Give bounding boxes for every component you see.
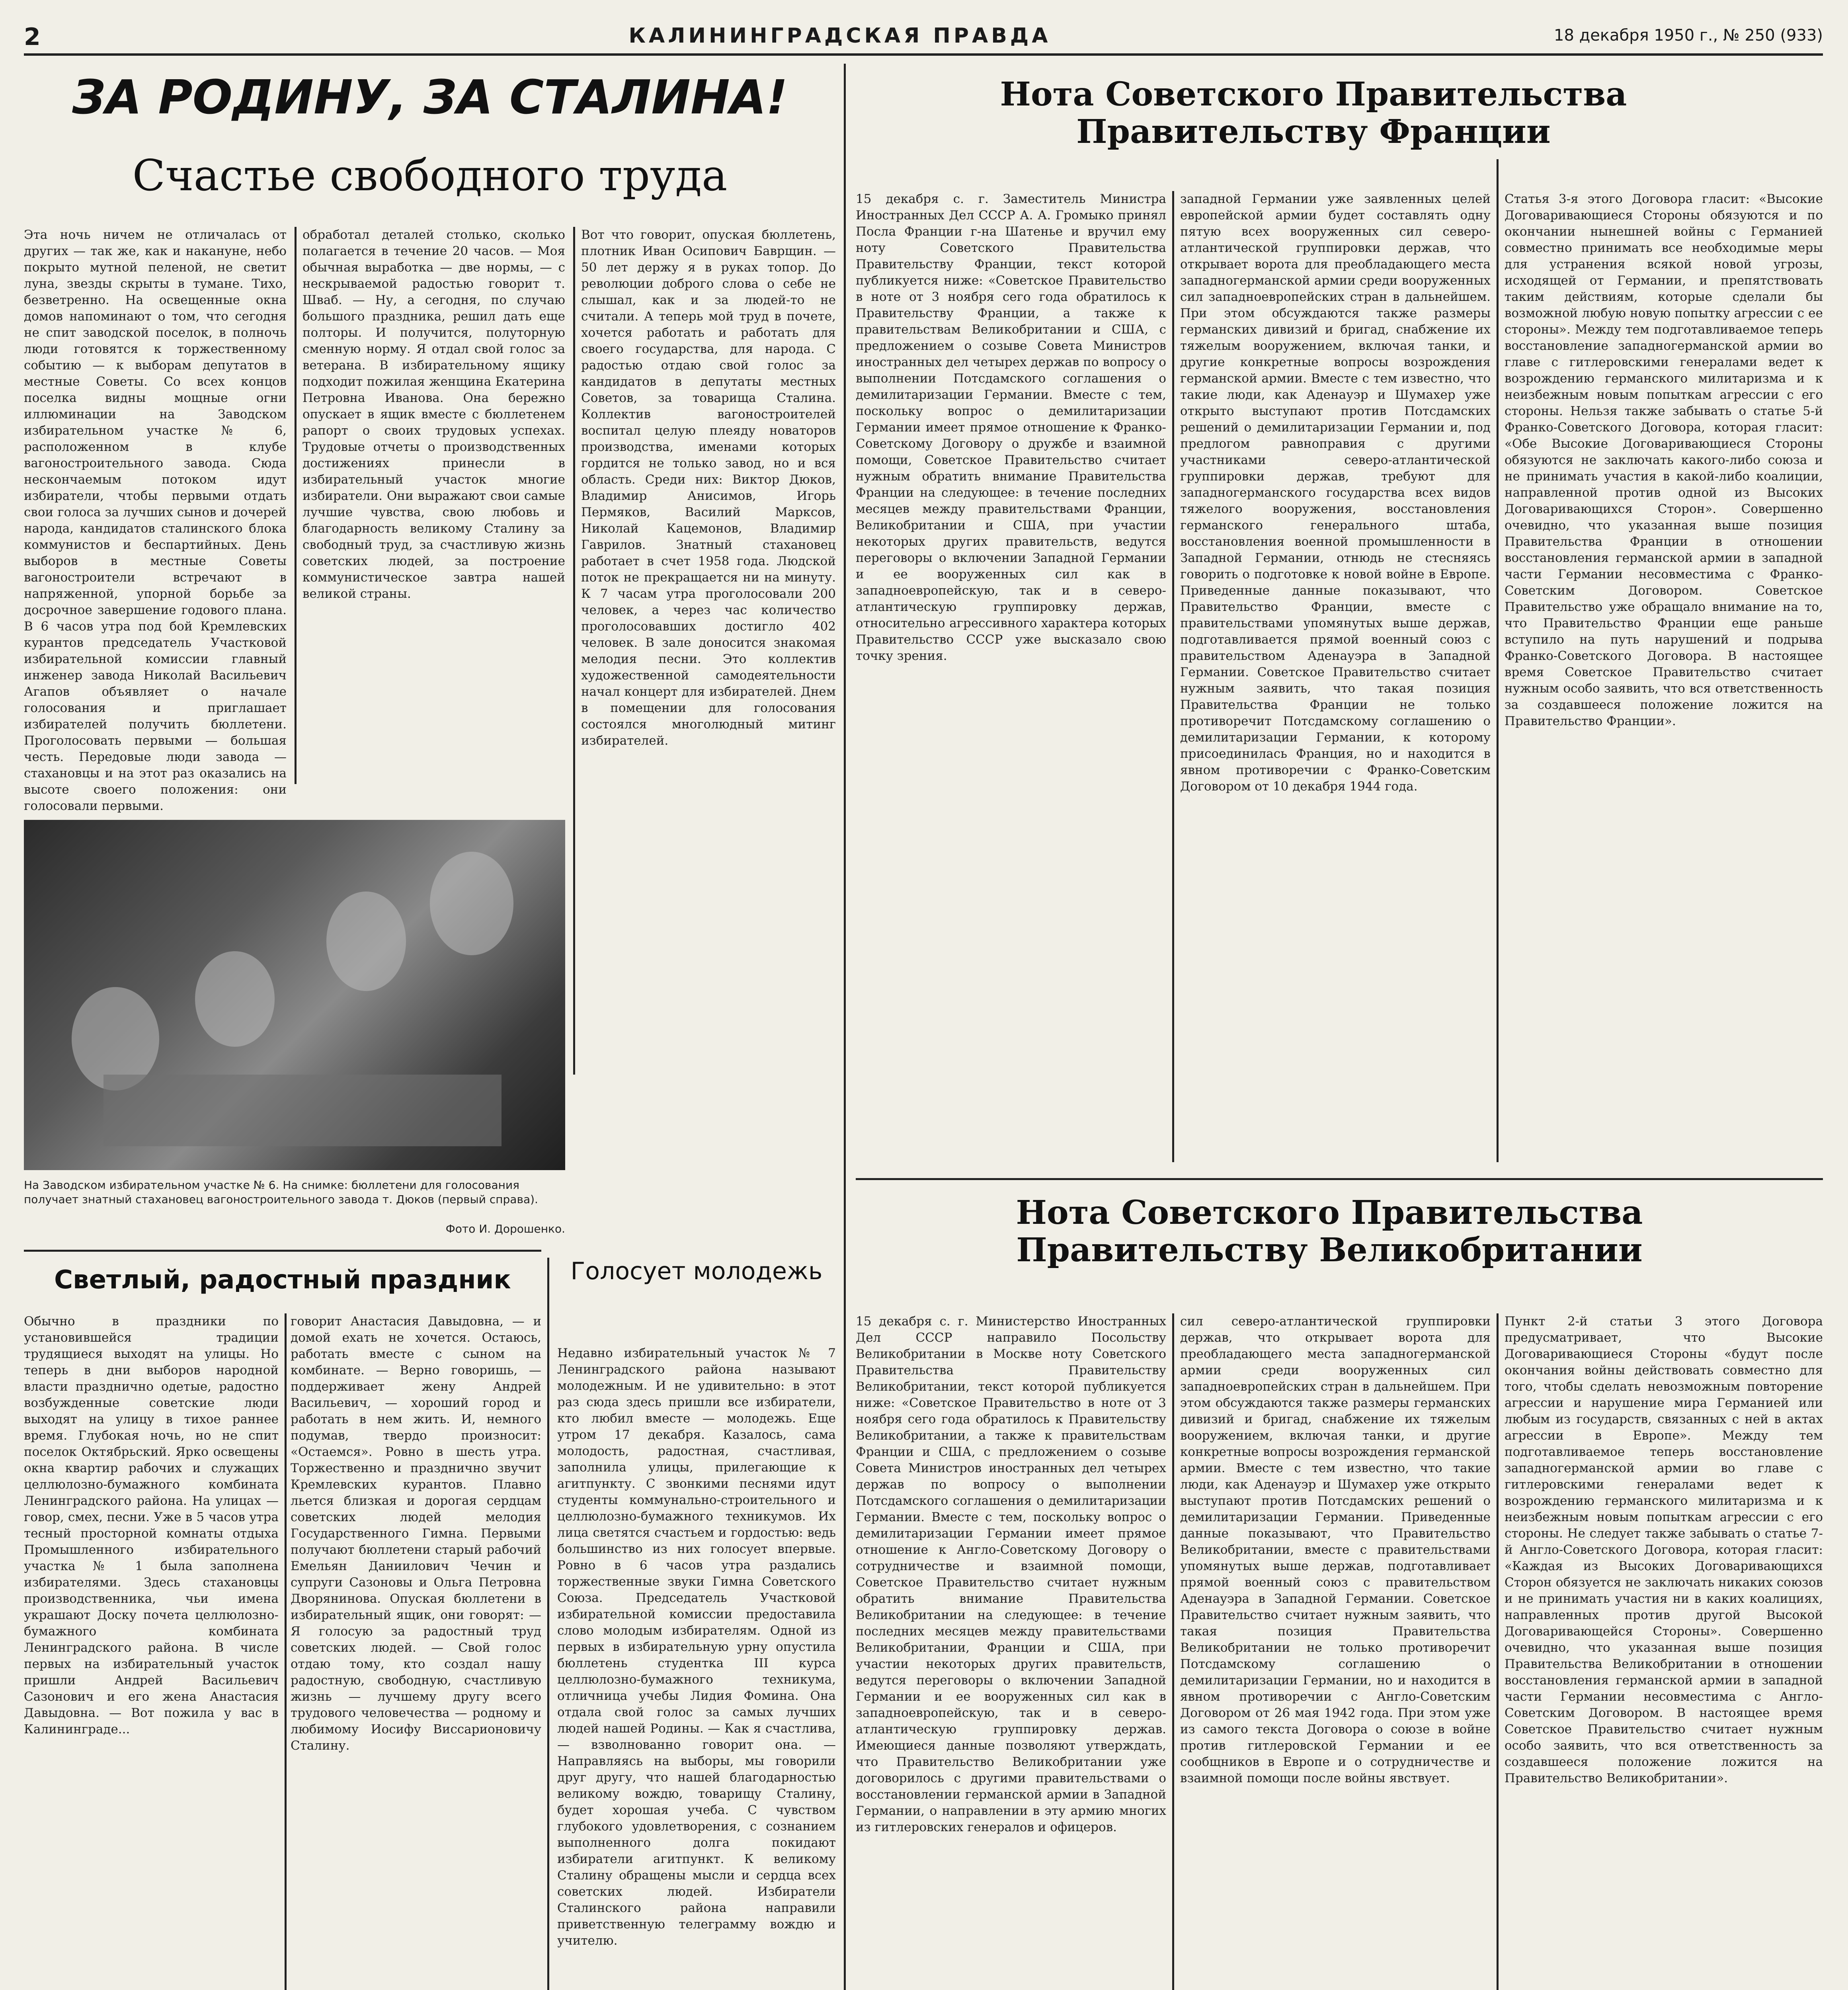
column-rule: [1172, 191, 1174, 1162]
column-rule: [547, 1258, 549, 1990]
masthead: [24, 16, 1823, 56]
holiday-article-title: Светлый, радостный праздник: [54, 1265, 511, 1295]
column-rule: [1497, 159, 1499, 1162]
britain-note-column-2: сил северо-атлантической группировки держав, что открывает ворота для преобладающего места западногерманской армии среди вооруженных сил западноевропейских стран в дальнейшем. При этом обсуждаются также размеры германских дивизий и бригад, снабжение их тяжелым вооружением, включая танки, и другие конкретные вопросы возрождения германской армии. Вместе с тем известно, что такие люди, как Аденауэр и Шумахер уже открыто выступают против Потсдамских решений о демилитаризации Германии. Приведенные данные показывают, что Правительство Великобритании, вместе с правительствами упомянутых выше держав, подготавливает прямой военный союз с правительством Аденауэра в Западной Германии. Советское Правительство считает нужным заявить, что такая позиция Правительства Великобритании не только противоречит Потсдамскому соглашению о демилитаризации Германии, но и находится в явном противоречии с Англо-Советским Договором от 26 мая 1942 года. При этом уже из самого текста Договора о союзе в войне против гитлеровской Германии и ее сообщников в Европе и о сотрудничестве и взаимной помощи после войны явствует.: [1180, 1314, 1491, 1785]
photo-caption: На Заводском избирательном участке № 6. На снимке: бюллетени для голосования получает знатный стахановец вагоностроительного завода т. Дюков (первый справа).: [24, 1178, 538, 1206]
britain-note-column-1: 15 декабря с. г. Министерство Иностранных Дел СССР направило Посольству Великобритании в Москве ноту Советского Правительства Правительству Великобритании, текст которой публикуется ниже: «Советское Правительство в ноте от 3 ноября сего года обратилось к Правительству Великобритании, а также к правительствам Франции и США, с предложением о созыве Совета Министров иностранных дел четырех держав по вопросу о выполнении Потсдамского соглашения о демилитаризации Германии. Вместе с тем, поскольку вопрос о демилитаризации Германии имеет прямое отношение к Англо-Советскому Договору о сотрудничестве и взаимной помощи, Советское Правительство считает нужным обратить внимание Правительства Великобритании на следующее: в течение последних месяцев между правительствами Великобритании, Франции и США, при участии некоторых других правительств, ведутся переговоры о включении Западной Германии и ее вооруженных сил как в западноевропейскую, так и в северо-атлантическую группировку держав. Имеющиеся данные позволяют утверждать, что Правительство Великобритании уже договорилось с другими правительствами о восстановлении германской армии в Западной Германии, о направлении в эту армию многих из гитлеровских генералов и офицеров.: [856, 1314, 1166, 1834]
france-note-column-2: западной Германии уже заявленных целей европейской армии будет составлять одну пятую всех вооруженных сил северо-атлантической группировки держав, что открывает ворота для преобладающего места западногерманской армии среди вооруженных сил западноевропейских стран в дальнейшем. При этом обсуждаются также размеры германских дивизий и бригад, снабжение их тяжелым вооружением, включая танки, и другие конкретные вопросы возрождения германской армии. Вместе с тем известно, что такие люди, как Аденауэр и Шумахер уже открыто выступают против Потсдамских решений о демилитаризации Германии и, под предлогом равноправия с другими участниками северо-атлантической группировки держав, требуют для западногерманского государства всех видов тяжелого вооружения, восстановления германского генерального штаба, восстановления военной промышленности в Западной Германии, отнюдь не стесняясь говорить о подготовке к новой войне в Европе. Приведенные данные показывают, что Правительство Франции, вместе с правительствами упомянутых выше держав, подготавливается прямой военный союз с правительством Аденауэра в Западной Германии. Советское Правительство считает нужным заявить, что такая позиция Правительства Франции не только противоречит Потсдамскому соглашению о демилитаризации Германии, к которому присоединилась Франция, но и находится в явном противоречии с Франко-Советским Договором от 10 декабря 1944 года.: [1180, 192, 1491, 794]
column-rule: [1497, 1313, 1499, 1990]
ballot-table: [103, 1075, 502, 1146]
page-number: 2: [24, 23, 41, 51]
column-rule: [295, 227, 297, 784]
britain-note-title: Нота Советского Правительства Правительству Великобритании: [1016, 1194, 1643, 1270]
lead-article-title: Счастье свободного труда: [132, 151, 728, 201]
holiday-article-column-2: говорит Анастасия Давыдовна, — и домой ехать не хочется. Остаюсь, работать вместе с сыном на комбинате. — Верно говоришь, — поддерживает жену Андрей Васильевич, — хороший город и работать в нем жить. И, немного подумав, твердо произносит: «Остаемся». Ровно в шесть утра. Торжественно и празднично звучит Кремлевских курантов. Плавно льется близкая и дорогая сердцам советских людей мелодия Государственного Гимна. Первыми получают бюллетени старый рабочий Емельян Даниилович Чечин и супруги Сазоновы и Ольга Петровна Дворянинова. Опуская бюллетени в избирательный ящик, они говорят: — Я голосую за радостный труд советских людей. — Свой голос отдаю тому, кто создал нашу радостную, свободную, счастливую жизнь — лучшему другу всего трудового человечества — родному и любимому Иосифу Виссарионовичу Сталину.: [291, 1314, 541, 1753]
section-rule: [24, 1250, 541, 1252]
page-center-rule: [844, 64, 846, 1990]
photo-credit: Фото И. Дорошенко.: [445, 1222, 565, 1235]
france-note-column-1: 15 декабря с. г. Заместитель Министра Иностранных Дел СССР А. А. Громыко принял Посла Франции г-на Шатенье и вручил ему ноту Советского Правительства Правительству Франции, текст которой публикуется ниже: «Советское Правительство в ноте от 3 ноября сего года обратилось к Правительству Франции, а также к правительствам Великобритании и США, с предложением о созыве Совета Министров иностранных дел четырех держав по вопросу о выполнении Потсдамского соглашения о демилитаризации Германии. Вместе с тем, поскольку вопрос о демилитаризации Германии имеет прямое отношение к Франко-Советскому Договору о дружбе и взаимной помощи, Советское Правительство считает нужным обратить внимание Правительства Франции на следующее: в течение последних месяцев между правительствами Франции, Великобритании и США, при участии некоторых других правительств, ведутся переговоры о включении Западной Германии и ее вооруженных сил как в западноевропейскую, так и в северо-атлантическую группировку держав, относительно агрессивного характера которых Правительство СССР уже высказало свою точку зрения.: [856, 192, 1166, 663]
column-rule: [285, 1313, 287, 1990]
column-rule: [1172, 1313, 1174, 1990]
france-note-title: Нота Советского Правительства Правительству Франции: [1000, 75, 1627, 151]
britain-note-column-3: Пункт 2-й статьи 3 этого Договора предусматривает, что Высокие Договаривающиеся Стороны «будут после окончания войны действовать совместно для того, чтобы сделать невозможным повторение агрессии и нарушение мира Германией или любым из государств, связанных с ней в актах агрессии в Европе». Между тем подготавливаемое теперь восстановление западногерманской армии во главе с гитлеровскими генералами ведет к возрождению германского милитаризма и к неизбежным новым попыткам агрессии с его стороны. Не следует также забывать о статье 7-й Англо-Советского Договора, которая гласит: «Каждая из Высоких Договаривающихся Сторон обязуется не заключать никаких союзов и не принимать участия ни в каких коалициях, направленных против другой Высокой Договаривающейся Стороны». Совершенно очевидно, что указанная выше позиция Правительства Великобритании в отношении восстановления германской армии в западной части Германии несовместима с Англо-Советским Договором. В настоящее время Советское Правительство считает нужным особо заявить, что вся ответственность за создавшееся положение ложится на Правительство Великобритании».: [1505, 1314, 1823, 1785]
lead-article-column-2: обработал деталей столько, сколько полагается в течение 20 часов. — Моя обычная выработка — две нормы, — с нескрываемой радостью говорит т. Шваб. — Ну, а сегодня, по случаю большого праздника, решил дать еще полторы. И получится, полуторную сменную норму. Я отдал свой голос за ветерана. В избирательному ящику подходит пожилая женщина Екатерина Петровна Иванова. Она бережно опускает в ящик вместе с бюллетенем рапорт о своих трудовых успехах. Трудовые отчеты о производственных достижениях принесли в избирательный участок многие избиратели. Они выражают свои самые лучшие чувства, свою любовь и благодарность великому Сталину за свободный труд, за счастливую жизнь советских людей, за построение коммунистическое завтра нашей великой страны.: [302, 228, 565, 601]
person-figure: [195, 951, 275, 1047]
section-rule: [856, 1178, 1823, 1180]
france-note-column-3: Статья 3-я этого Договора гласит: «Высокие Договаривающиеся Стороны обязуются и по окончании нынешней войны с Германией совместно принимать все необходимые меры для устранения всякой новой угрозы, исходящей от Германии, и препятствовать таким действиям, которые сделали бы возможной любую новую попытку агрессии с ее стороны». Между тем подготавливаемое теперь восстановление западногерманской армии во главе с гитлеровскими генералами ведет к возрождению германского милитаризма и к неизбежным новым попыткам агрессии с его стороны. Нельзя также забывать о статье 5-й Франко-Советского Договора, которая гласит: «Обе Высокие Договаривающиеся Стороны обязуются не заключать какого-либо союза и не принимать участия в какой-либо коалиции, направленной против одной из Высоких Договаривающихся Сторон». Совершенно очевидно, что указанная выше позиция Правительства Франции в отношении восстановления германской армии в западной части Германии несовместима с Франко-Советским Договором. Советское Правительство уже обращало внимание на то, что Правительство Франции еще раньше вступило на путь нарушений и подрыва Франко-Советского Договора. В настоящее время Советское Правительство считает нужным особо заявить, что вся ответственность за создавшееся положение ложится на Правительство Франции».: [1505, 192, 1823, 728]
column-rule: [573, 227, 575, 1075]
paper-title: КАЛИНИНГРАДСКАЯ ПРАВДА: [628, 24, 1051, 48]
person-figure: [430, 852, 513, 955]
holiday-article-column-1: Обычно в праздники по установившейся традиции трудящиеся выходят на улицы. Но теперь в дни выборов народной власти празднично одетые, радостно возбужденные советские люди выходят на улицу в тихое раннее время. Глубокая ночь, но не спит поселок Октябрьский. Ярко освещены окна квартир рабочих и служащих целлюлозно-бумажного комбината Ленинградского района. На улицах — говор, смех, песни. Уже в 5 часов утра тесный просторной комнаты отдыха Промышленного избирательного участка № 1 была заполнена избирателями. Здесь стахановцы производственника, чьи имена украшают Доску почета целлюлозно-бумажного комбината Ленинградского района. В числе первых на избирательный участок пришли Андрей Васильевич Сазонович и его жена Анастасия Давыдовна. — Вот пожила у вас в Калининграде...: [24, 1314, 279, 1736]
lead-article-column-1: Эта ночь ничем не отличалась от других — так же, как и накануне, небо покрыто мутной пеленой, не светит луна, звезды скрыты в тумане. Тихо, безветренно. На освещенные окна домов напоминают о том, что сегодня не спит заводской поселок, в полночь люди готовятся к торжественному событию — к выборам депутатов в местные Советы. Со всех концов поселка видны мощные огни иллюминации на Заводском избирательном участке № 6, расположенном в клубе вагоностроительного завода. Сюда нескончаемым потоком идут избиратели, чтобы первыми отдать свои голоса за лучших сынов и дочерей народа, кандидатов сталинского блока коммунистов и беспартийных. День выборов в местные Советы вагоностроители встречают в напряженной, упорной борьбе за досрочное завершение годового плана. В 6 часов утра под бой Кремлевских курантов председатель Участковой избирательной комиссии главный инженер завода Николай Васильевич Агапов объявляет о начале голосования и приглашает избирателей получить бюллетени. Проголосовать первыми — большая честь. Передовые люди завода — стахановцы и на этот раз оказались на высоте своего положения: они голосовали первыми.: [24, 228, 287, 813]
election-photo: [24, 820, 565, 1170]
lead-article-column-3: Вот что говорит, опуская бюллетень, плотник Иван Осипович Баврщин. — 50 лет держу я в руках топор. До революции доброго слова о себе не слышал, как и за людей-то не считали. А теперь мой труд в почете, хочется работать и работать для своего государства, для народа. С радостью отдаю свой голос за кандидатов в депутаты местных Советов, за товарища Сталина. Коллектив вагоностроителей воспитал целую плеяду новаторов производства, именами которых гордится не только завод, но и вся область. Среди них: Виктор Дюков, Владимир Анисимов, Игорь Пермяков, Василий Марксов, Николай Кацемонов, Владимир Гаврилов. Знатный стахановец работает в счет 1958 года. Людской поток не прекращается ни на минуту. К 7 часам утра проголосовали 200 человек, а через час количество проголосовавших достигло 402 человек. В зале доносится знакомая мелодия песни. Это коллектив художественной самодеятельности начал концерт для избирателей. Днем в помещении для голосования состоялся многолюдный митинг избирателей.: [581, 228, 836, 748]
person-figure: [326, 892, 406, 991]
youth-article-title: Голосует молодежь: [570, 1257, 823, 1285]
issue-info: 18 декабря 1950 г., № 250 (933): [1554, 26, 1823, 45]
youth-article-text: Недавно избирательный участок № 7 Ленинградского района называют молодежным. И не удивительно: в этот раз сюда здесь пришли все избиратели, кто любил вместе — молодежь. Еще утром 17 декабря. Казалось, сама молодость, радостная, счастливая, заполнила улицы, прилегающие к агитпункту. С звонкими песнями идут студенты коммунально-строительного и целлюлозно-бумажного техникумов. Их лица светятся счастьем и гордостью: ведь большинство из них голосует впервые. Ровно в 6 часов утра раздались торжественные звуки Гимна Советского Союза. Председатель Участковой избирательной комиссии предоставила слово молодым избирателям. Одной из первых в избирательную урну опустила бюллетень студентка III курса целлюлозно-бумажного техникума, отличница учебы Лидия Фомина. Она отдала свой голос за самых лучших людей нашей Родины. — Как я счастлива, — взволнованно говорит она. — Направляясь на выборы, мы говорили друг другу, что нашей благодарностью великому вождю, товарищу Сталину, будет хорошая учеба. С чувством глубокого удовлетворения, с сознанием выполненного долга покидают избиратели агитпункт. К великому Сталину обращены мысли и сердца всех советских людей. Избиратели Сталинского района направили приветственную телеграмму вождю и учителю.: [557, 1346, 836, 1948]
slogan-headline: ЗА РОДИНУ, ЗА СТАЛИНА!: [72, 70, 788, 125]
